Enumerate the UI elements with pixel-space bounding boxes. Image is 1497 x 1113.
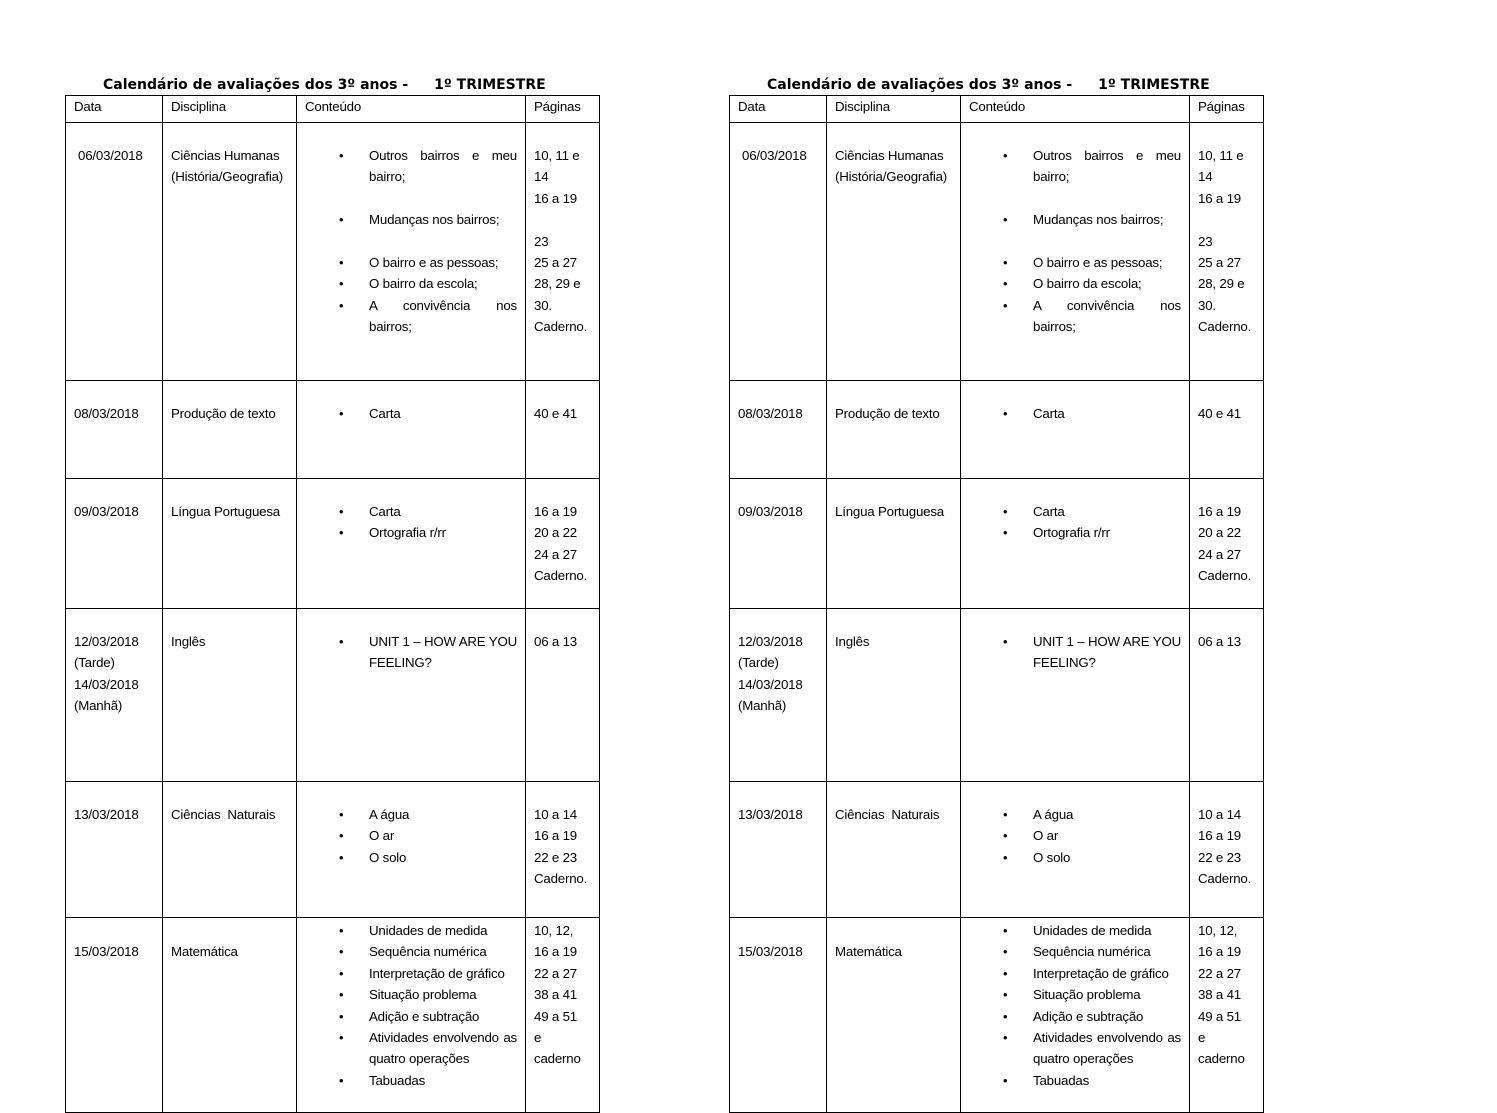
pages-text: 16 a 19: [534, 944, 577, 960]
subject-cell: [163, 782, 297, 918]
table-row: [66, 381, 600, 479]
pages-text: 16 a 19: [534, 504, 577, 519]
content-item: • O bairro e as pessoas;: [305, 252, 517, 273]
date-cell: [66, 381, 163, 479]
pages-text: 16 a 19: [1198, 944, 1241, 960]
pages-text: 16 a 19: [1198, 190, 1241, 206]
pages-text: 16 a 19: [534, 190, 577, 206]
date-text: 14/03/2018: [738, 676, 803, 692]
table-header-row: [66, 96, 600, 123]
date-cell: [66, 918, 163, 1113]
date-cell: [66, 479, 163, 609]
pages-text: 49 a 51: [1198, 1008, 1241, 1024]
date-text: 13/03/2018: [74, 807, 139, 822]
content-item: • A água: [969, 804, 1181, 825]
pages-text: 25 a 27: [534, 255, 577, 271]
pages-cell: [1190, 609, 1264, 782]
subject-cell: [827, 782, 961, 918]
pages-text: 10, 12,: [534, 923, 574, 938]
content-cell: [961, 918, 1190, 1113]
table-row: [730, 609, 1264, 782]
content-cell: [961, 782, 1190, 918]
content-item: • Unidades de medida: [969, 920, 1181, 941]
content-cell: [297, 479, 526, 609]
content-item: • Sequência numérica: [969, 941, 1181, 962]
content-item: • Situação problema: [969, 984, 1181, 1005]
pages-text: 28, 29 e: [534, 276, 581, 292]
pages-text: [534, 209, 591, 230]
content-item: • Atividades envolvendo as quatro operações: [305, 1027, 517, 1070]
content-item: • O bairro e as pessoas;: [969, 252, 1181, 273]
date-text: (Tarde): [74, 655, 115, 671]
subject-text: Matemática: [171, 944, 238, 959]
header-content: Conteúdo: [297, 96, 526, 123]
pages-text: 16 a 19: [534, 828, 577, 844]
date-text: 15/03/2018: [74, 944, 139, 959]
pages-text: 06 a 13: [1198, 634, 1241, 649]
content-cell: [961, 381, 1190, 479]
content-item: • Situação problema: [305, 984, 517, 1005]
subject-text: Língua Portuguesa: [835, 504, 944, 519]
pages-text: e: [534, 1030, 542, 1046]
table-row: [66, 609, 600, 782]
pages-text: caderno: [534, 1051, 581, 1067]
pages-cell: [1190, 381, 1264, 479]
date-text: 12/03/2018: [74, 634, 139, 649]
table-row: [730, 782, 1264, 918]
content-item: • Interpretação de gráfico: [969, 963, 1181, 984]
subject-cell: [827, 479, 961, 609]
pages-cell: [1190, 479, 1264, 609]
pages-text: 14: [534, 169, 549, 185]
subject-text: Ciências Humanas: [171, 148, 280, 163]
table-row: [66, 123, 600, 381]
subject-text: Matemática: [835, 944, 902, 959]
pages-text: 30.: [1198, 297, 1216, 313]
pages-cell: [1190, 918, 1264, 1113]
pages-cell: [526, 479, 600, 609]
subject-text: Ciências Naturais: [835, 807, 940, 822]
pages-text: 40 e 41: [534, 406, 577, 421]
content-item: • O solo: [969, 847, 1181, 868]
title-text: Calendário de avaliações dos 3º anos -: [103, 77, 409, 93]
table-row: [66, 918, 600, 1113]
pages-text: 22 a 27: [1198, 965, 1241, 981]
pages-text: 10, 11 e: [1198, 148, 1244, 163]
subject-text: Ciências Naturais: [171, 807, 276, 822]
subject-cell: [827, 381, 961, 479]
pages-text: e: [1198, 1030, 1206, 1046]
content-item: • Unidades de medida: [305, 920, 517, 941]
pages-text: Caderno.: [1198, 871, 1252, 887]
content-item: • O ar: [969, 825, 1181, 846]
schedule-table: [729, 95, 1264, 1113]
date-cell: [66, 609, 163, 782]
pages-text: 16 a 19: [1198, 504, 1241, 519]
content-item: • O bairro da escola;: [969, 273, 1181, 294]
date-cell: [730, 609, 827, 782]
content-item: • O solo: [305, 847, 517, 868]
table-header-row: [730, 96, 1264, 123]
date-text: 15/03/2018: [738, 944, 803, 959]
schedule-table: [65, 95, 600, 1113]
pages-text: 14: [1198, 169, 1213, 185]
content-item: • O bairro da escola;: [305, 273, 517, 294]
trimester-label: 1º TRIMESTRE: [434, 77, 546, 93]
subject-cell: [163, 123, 297, 381]
content-item: • Outros bairros e meu bairro;: [969, 145, 1181, 188]
table-row: [730, 479, 1264, 609]
subject-text: (História/Geografia): [171, 169, 284, 185]
content-item: • Carta: [305, 403, 517, 424]
pages-text: 22 e 23: [1198, 849, 1241, 865]
subject-cell: [163, 381, 297, 479]
content-cell: [297, 609, 526, 782]
pages-text: 28, 29 e: [1198, 276, 1245, 292]
table-row: [730, 381, 1264, 479]
content-cell: [961, 123, 1190, 381]
pages-text: 20 a 22: [1198, 525, 1241, 541]
content-item: • A convivência nos bairros;: [969, 295, 1181, 338]
subject-cell: [827, 123, 961, 381]
calendar-panel-left: [65, 75, 599, 1113]
content-item: • UNIT 1 – HOW ARE YOU FEELING?: [305, 631, 517, 674]
date-cell: [730, 381, 827, 479]
pages-text: 38 a 41: [534, 987, 577, 1003]
calendar-panel-right: [729, 75, 1263, 1113]
pages-cell: [526, 782, 600, 918]
header-subject: Disciplina: [827, 96, 961, 123]
pages-cell: [526, 918, 600, 1113]
pages-text: 10, 12,: [1198, 923, 1238, 938]
content-item: • Mudanças nos bairros;: [305, 209, 517, 230]
header-subject: Disciplina: [163, 96, 297, 123]
content-item: • Mudanças nos bairros;: [969, 209, 1181, 230]
content-item: • Tabuadas: [305, 1070, 517, 1091]
content-item: • Adição e subtração: [969, 1006, 1181, 1027]
pages-cell: [526, 123, 600, 381]
pages-text: 49 a 51: [534, 1008, 577, 1024]
subject-cell: [827, 609, 961, 782]
subject-text: Inglês: [171, 634, 206, 649]
pages-text: 22 e 23: [534, 849, 577, 865]
content-item: • Ortografia r/rr: [305, 522, 517, 543]
content-cell: [961, 479, 1190, 609]
table-row: [730, 123, 1264, 381]
content-cell: [297, 381, 526, 479]
date-cell: [730, 123, 827, 381]
content-item: • Carta: [305, 501, 517, 522]
pages-text: 24 a 27: [1198, 546, 1241, 562]
content-item: • UNIT 1 – HOW ARE YOU FEELING?: [969, 631, 1181, 674]
content-item: • Tabuadas: [969, 1070, 1181, 1091]
date-text: 14/03/2018: [74, 676, 139, 692]
pages-text: Caderno.: [534, 871, 588, 887]
pages-text: 24 a 27: [534, 546, 577, 562]
pages-text: 20 a 22: [534, 525, 577, 541]
pages-text: 30.: [534, 297, 552, 313]
header-pages: Páginas: [526, 96, 600, 123]
pages-text: 23: [534, 233, 549, 249]
subject-cell: [827, 918, 961, 1113]
subject-text: Produção de texto: [835, 406, 940, 421]
pages-cell: [526, 381, 600, 479]
content-item: • Sequência numérica: [305, 941, 517, 962]
pages-text: caderno: [1198, 1051, 1245, 1067]
date-text: 12/03/2018: [738, 634, 803, 649]
pages-text: 22 a 27: [534, 965, 577, 981]
date-text: 13/03/2018: [738, 807, 803, 822]
pages-text: 23: [1198, 233, 1213, 249]
content-item: • Atividades envolvendo as quatro operações: [969, 1027, 1181, 1070]
trimester-label: 1º TRIMESTRE: [1098, 77, 1210, 93]
date-text: 06/03/2018: [78, 148, 143, 163]
pages-cell: [526, 609, 600, 782]
header-pages: Páginas: [1190, 96, 1264, 123]
content-cell: [297, 123, 526, 381]
date-text: (Tarde): [738, 655, 779, 671]
subject-text: (História/Geografia): [835, 169, 948, 185]
subject-text: Ciências Humanas: [835, 148, 944, 163]
pages-text: 10 a 14: [534, 807, 577, 822]
pages-text: 38 a 41: [1198, 987, 1241, 1003]
content-item: • Ortografia r/rr: [969, 522, 1181, 543]
content-item: • Interpretação de gráfico: [305, 963, 517, 984]
pages-text: 10, 11 e: [534, 148, 580, 163]
content-cell: [297, 782, 526, 918]
date-cell: [730, 918, 827, 1113]
pages-text: Caderno.: [534, 319, 588, 335]
date-text: (Manhã): [74, 698, 123, 714]
subject-cell: [163, 479, 297, 609]
content-item: • O ar: [305, 825, 517, 846]
table-row: [730, 918, 1264, 1113]
subject-cell: [163, 609, 297, 782]
content-item: • Carta: [969, 403, 1181, 424]
date-cell: [66, 123, 163, 381]
pages-text: Caderno.: [534, 568, 588, 584]
date-text: 09/03/2018: [74, 504, 139, 519]
date-text: 08/03/2018: [738, 406, 803, 421]
title-text: Calendário de avaliações dos 3º anos -: [767, 77, 1073, 93]
header-content: Conteúdo: [961, 96, 1190, 123]
header-date: Data: [66, 96, 163, 123]
header-date: Data: [730, 96, 827, 123]
date-cell: [66, 782, 163, 918]
pages-text: 40 e 41: [1198, 406, 1241, 421]
content-item: • A convivência nos bairros;: [305, 295, 517, 338]
content-item: • Adição e subtração: [305, 1006, 517, 1027]
pages-cell: [1190, 123, 1264, 381]
content-item: • A água: [305, 804, 517, 825]
content-cell: [297, 918, 526, 1113]
pages-text: 06 a 13: [534, 634, 577, 649]
document-title: [65, 75, 599, 95]
date-text: 09/03/2018: [738, 504, 803, 519]
table-row: [66, 782, 600, 918]
date-cell: [730, 479, 827, 609]
pages-text: 16 a 19: [1198, 828, 1241, 844]
date-text: 06/03/2018: [742, 148, 807, 163]
date-cell: [730, 782, 827, 918]
pages-text: Caderno.: [1198, 319, 1252, 335]
table-row: [66, 479, 600, 609]
date-text: (Manhã): [738, 698, 787, 714]
pages-text: Caderno.: [1198, 568, 1252, 584]
subject-cell: [163, 918, 297, 1113]
content-cell: [961, 609, 1190, 782]
pages-cell: [1190, 782, 1264, 918]
document-title: [729, 75, 1263, 95]
pages-text: [1198, 209, 1255, 230]
content-item: • Outros bairros e meu bairro;: [305, 145, 517, 188]
pages-text: 10 a 14: [1198, 807, 1241, 822]
date-text: 08/03/2018: [74, 406, 139, 421]
subject-text: Língua Portuguesa: [171, 504, 280, 519]
subject-text: Produção de texto: [171, 406, 276, 421]
content-item: • Carta: [969, 501, 1181, 522]
pages-text: 25 a 27: [1198, 255, 1241, 271]
subject-text: Inglês: [835, 634, 870, 649]
